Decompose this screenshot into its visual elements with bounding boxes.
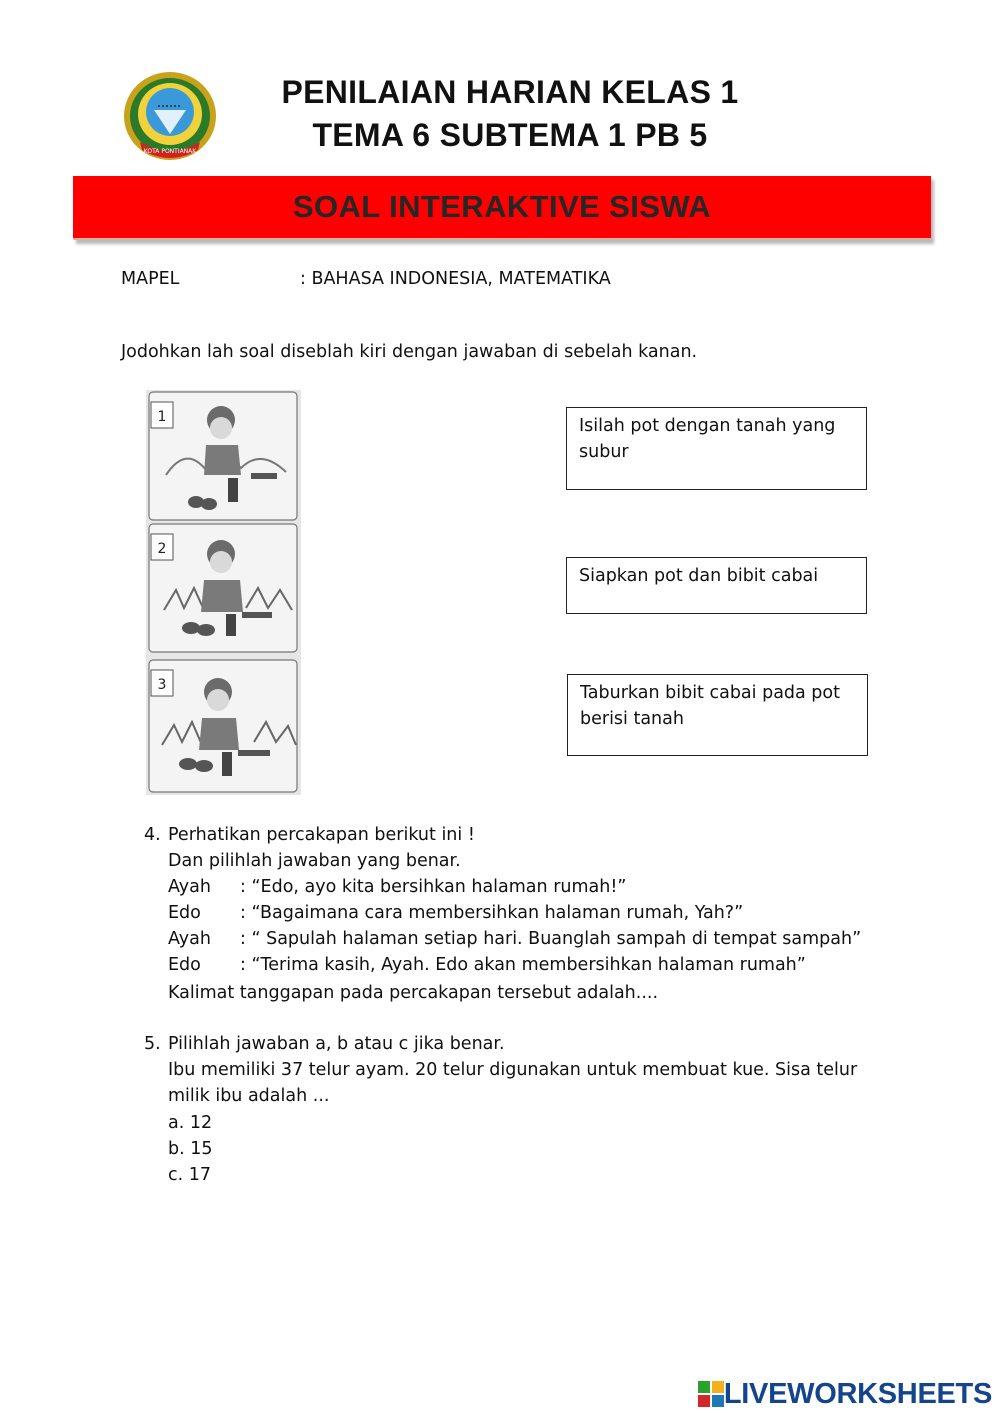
dialog-text: : “Terima kasih, Ayah. Edo akan membersihkan halaman rumah”	[240, 955, 806, 975]
picture-panel-1	[149, 392, 297, 520]
liveworksheets-logo	[698, 1378, 992, 1410]
subject-label: MAPEL	[121, 269, 180, 289]
option-b[interactable]: b. 15	[168, 1139, 213, 1159]
answer-box-2-text: Siapkan pot dan bibit cabai	[579, 566, 819, 586]
answer-box-1[interactable]	[566, 407, 867, 490]
question-4-prompt: Perhatikan percakapan berikut ini !	[168, 825, 475, 845]
school-logo	[120, 70, 220, 162]
answer-box-3-text: Taburkan bibit cabai pada pot berisi tanah	[580, 683, 840, 729]
dialog-text: : “Bagaimana cara membersihkan halaman rumah, Yah?”	[240, 903, 744, 923]
answer-box-1-text: Isilah pot dengan tanah yang subur	[579, 416, 836, 462]
liveworksheets-icon	[698, 1381, 724, 1407]
picture-panel-3	[149, 660, 297, 792]
matching-instruction: Jodohkan lah soal diseblah kiri dengan jawaban di sebelah kanan.	[121, 342, 698, 362]
question-5-number: 5.	[144, 1034, 161, 1054]
dialog-speaker: Edo	[168, 955, 201, 975]
dialog-speaker: Ayah	[168, 877, 211, 897]
dialog-line	[168, 926, 861, 952]
dialog-text: : “Edo, ayo kita bersihkan halaman rumah!”	[240, 877, 627, 897]
picture-panel-2	[149, 524, 297, 652]
logo-ribbon-text: KOTA PONTIANAK	[143, 148, 197, 155]
liveworksheets-wordmark: LIVEWORKSHEETS	[723, 1377, 992, 1410]
question-4-number: 4.	[144, 825, 161, 845]
page-title-line-1: PENILAIAN HARIAN KELAS 1	[281, 74, 739, 110]
gardening-steps-picture	[146, 390, 301, 795]
question-5-text-line-1: Ibu memiliki 37 telur ayam. 20 telur digunakan untuk membuat kue. Sisa telur	[168, 1060, 858, 1080]
answer-box-3[interactable]	[567, 674, 868, 756]
answer-box-2[interactable]	[566, 557, 867, 614]
option-c[interactable]: c. 17	[168, 1165, 212, 1185]
panel-number-3: 3	[157, 677, 167, 693]
option-a[interactable]: a. 12	[168, 1113, 213, 1133]
dialog-speaker: Ayah	[168, 929, 211, 949]
title-banner	[73, 176, 931, 240]
dialog-text: : “ Sapulah halaman setiap hari. Buanglah sampah di tempat sampah”	[240, 929, 862, 949]
question-5-prompt: Pilihlah jawaban a, b atau c jika benar.	[168, 1034, 505, 1054]
banner-text: SOAL INTERAKTIVE SISWA	[292, 189, 712, 224]
page-title-line-2: TEMA 6 SUBTEMA 1 PB 5	[312, 117, 708, 153]
dialog-line	[168, 874, 626, 900]
question-5-text-line-2: milik ibu adalah ...	[168, 1086, 330, 1106]
question-4-instruction: Dan pilihlah jawaban yang benar.	[168, 851, 461, 871]
dialog-line	[168, 900, 743, 926]
panel-number-2: 2	[157, 541, 167, 557]
dialog-speaker: Edo	[168, 903, 201, 923]
question-4-closing: Kalimat tanggapan pada percakapan tersebut adalah....	[168, 983, 659, 1003]
subject-value: : BAHASA INDONESIA, MATEMATIKA	[300, 269, 611, 289]
dialog-line	[168, 952, 806, 978]
panel-number-1: 1	[157, 409, 167, 425]
